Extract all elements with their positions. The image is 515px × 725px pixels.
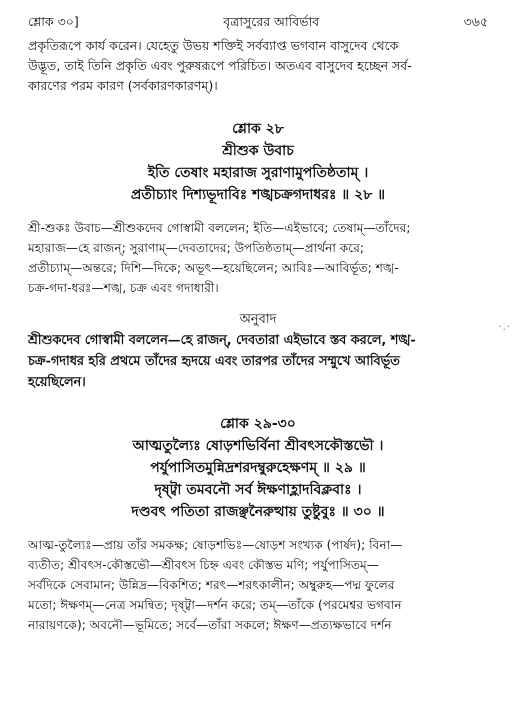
purport-line: উদ্ভূত, তাই তিনি প্রকৃতি এবং পুরুষরূপে পরিচিত। অতএব বাসুদেব হচ্ছেন সর্ব- bbox=[28, 58, 412, 73]
verse-line: প্রতীচ্যাং দিশ্যভূদাবিঃ শঙ্খচক্রগদাধরঃ ॥ ২৮ ॥ bbox=[130, 187, 386, 203]
synonym-line: সর্বদিকে সেবামান; উন্নিদ্র—বিকশিত; শরৎ—শরৎকালীন; অম্বুরুহ—পদ্ম ফুলের bbox=[28, 578, 395, 592]
running-header bbox=[28, 14, 488, 36]
translation-heading: অনুবাদ bbox=[239, 312, 277, 327]
synonym-line: প্রতীচ্যাম্—অন্তরে; দিশি—দিকে; অভূৎ—হয়েছিলেন; আবিঃ—আবির্ভূত; শঙ্খ- bbox=[28, 261, 399, 275]
synonym-line: মহারাজ—হে রাজন্; সুরাণাম্—দেবতাদের; উপতিষ্ঠতাম্—প্রার্থনা করে; bbox=[28, 241, 365, 255]
page-number: ৩৬৫ bbox=[463, 14, 488, 29]
synonym-line: নারায়ণকে); অবনৌ—ভূমিতে; সর্বে—তাঁরা সকলে; ঈক্ষণ—প্রত্যক্ষভাবে দর্শন bbox=[28, 618, 392, 632]
synonym-line: ব্যতীত; শ্রীবৎস-কৌস্তভৌ—শ্রীবৎস চিহ্ন এবং কৌস্তভ মণি; পর্যুপাসিতম্— bbox=[28, 558, 379, 572]
verse-line: দণ্ডবৎ পতিতা রাজঞ্ছনৈরুত্থায় তুষ্টুবুঃ ॥ ৩০ ॥ bbox=[131, 504, 385, 520]
verse-line: পর্যুপাসিতমুন্নিদ্রশরদম্বুরুহেক্ষণম্ ॥ ২৯ ॥ bbox=[150, 460, 366, 476]
verse-title: শ্লোক ২৮ bbox=[232, 121, 284, 137]
purport-line: কারণের পরম কারণ (সর্বকারণকারণম্)। bbox=[28, 78, 218, 93]
verse-line: দৃষ্ট্বা তমবনৌ সর্ব ঈক্ষণাহ্লাদবিক্লবাঃ । bbox=[154, 482, 362, 498]
synonym-line: মতো; ঈক্ষণম্—নেত্র সমন্বিত; দৃষ্ট্বা—দর্শন করে; তম্—তাঁকে (পরমেশ্বর ভগবান bbox=[28, 598, 402, 612]
translation bbox=[28, 330, 488, 393]
verse-title: শ্লোক ২৯-৩০ bbox=[220, 416, 296, 432]
purport-line: প্রকৃতিরূপে কার্য করেন। যেহেতু উভয় শক্তিই সর্বব্যাপ্ত ভগবান বাসুদেব থেকে bbox=[28, 38, 399, 53]
verse-line: ইতি তেষাং মহারাজ সুরাণামুপতিষ্ঠতাম্ । bbox=[147, 165, 369, 181]
purport-continuation bbox=[28, 36, 488, 96]
synonym-line: আত্ম-তুল্যৈঃ—প্রায় তাঁর সমকক্ষ; ষোড়শভিঃ—ষোড়শ সংখ্যক (পার্ষদ); বিনা— bbox=[28, 538, 403, 552]
header-chapter-title: বৃত্রাসুরের আবির্ভাব bbox=[223, 14, 320, 29]
synonyms bbox=[28, 535, 488, 635]
header-verse-ref: শ্লোক ৩০] bbox=[28, 14, 79, 29]
verse-29-30-block bbox=[28, 413, 488, 635]
translation-line: চক্র-গদাধর হরি প্রথমে তাঁদের হৃদয়ে এবং তারপর তাঁদের সম্মুখে আবির্ভূত bbox=[28, 354, 400, 369]
verse-line: আত্মতুল্যৈঃ ষোড়শভির্বিনা শ্রীবৎসকৌস্তভৌ । bbox=[132, 438, 384, 454]
verse-28-block bbox=[28, 118, 488, 393]
synonym-line: শ্রী-শুকঃ উবাচ—শ্রীশুকদেব গোস্বামী বললেন; ইতি—এইভাবে; তেষাম্—তাঁদের; bbox=[28, 221, 411, 235]
verse-speaker: শ্রীশুক উবাচ bbox=[222, 143, 294, 159]
margin-mark: ·.· bbox=[498, 322, 511, 333]
document-page bbox=[28, 14, 488, 635]
translation-line: হয়েছিলেন। bbox=[28, 375, 86, 390]
synonyms bbox=[28, 218, 488, 298]
translation-line: শ্রীশুকদেব গোস্বামী বললেন—হে রাজন্, দেবতারা এইভাবে স্তব করলে, শঙ্খ- bbox=[28, 333, 416, 348]
synonym-line: চক্র-গদা-ধরঃ—শঙ্খ, চক্র এবং গদাধারী। bbox=[28, 281, 219, 295]
